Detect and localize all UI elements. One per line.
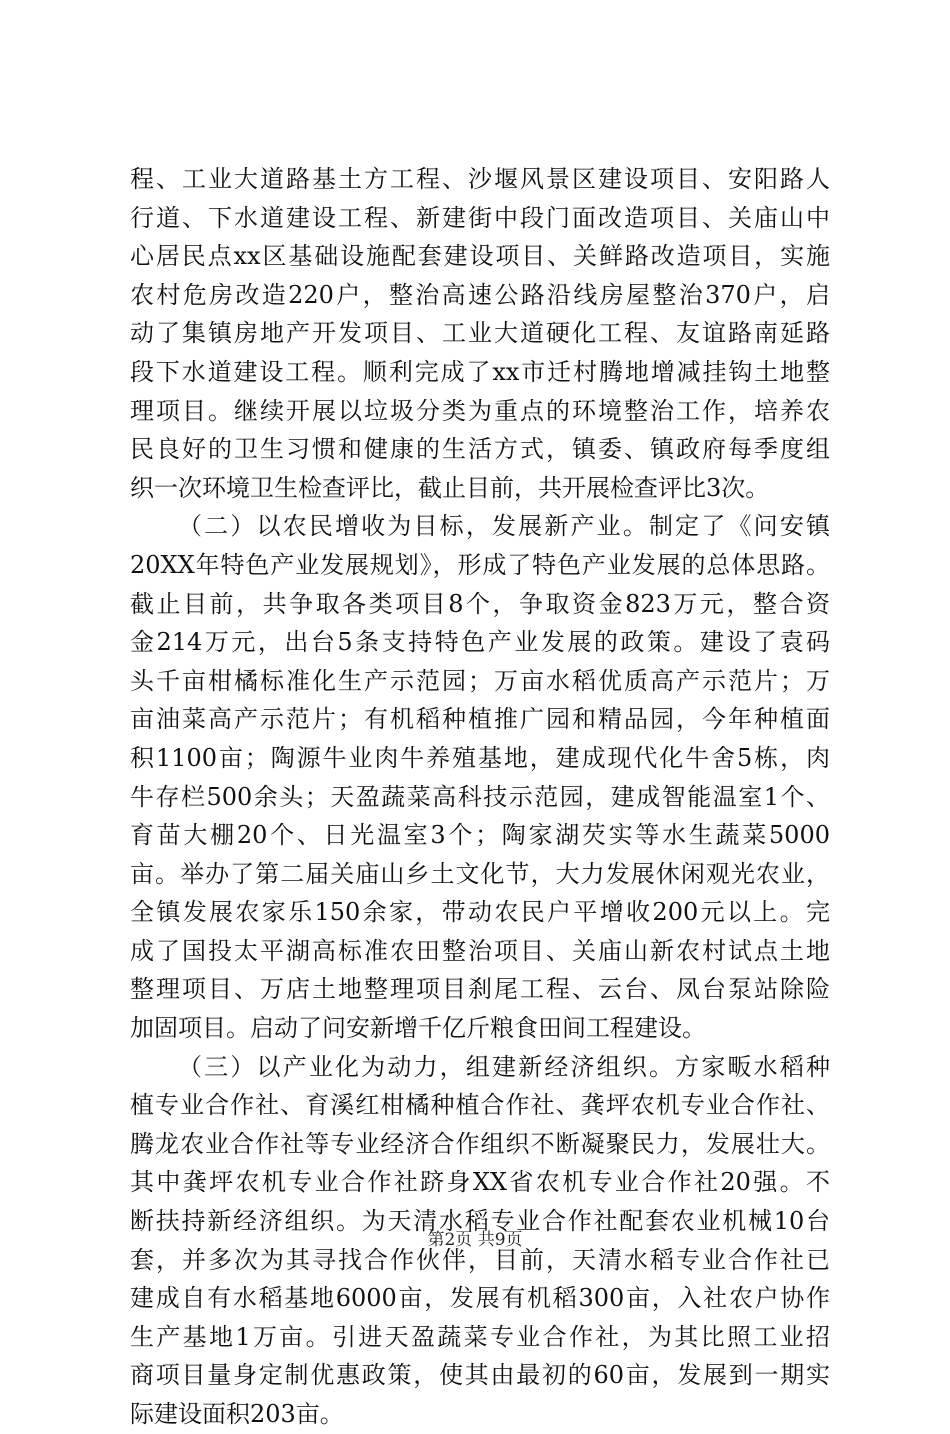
- section-heading-line: （二）以农民增收为目标，发展新产业。制定了《问安镇: [178, 512, 830, 541]
- text-line: 金214万元，出台5条支持特色产业发展的政策。建设了袁码: [130, 628, 830, 657]
- text-line: 际建设面积203亩。: [130, 1400, 344, 1428]
- text-line: 其中龚坪农机专业合作社跻身XX省农机专业合作社20强。不: [130, 1168, 830, 1197]
- text-line: 截止目前，共争取各类项目8个，争取资金823万元，整合资: [130, 589, 830, 618]
- text-line: 腾龙农业合作社等专业经济合作组织不断凝聚民力，发展壮大。: [130, 1129, 830, 1158]
- text-line: 头千亩柑橘标准化生产示范园；万亩水稻优质高产示范片；万: [130, 666, 830, 695]
- text-line: 整理项目、万店土地整理项目刹尾工程、云台、凤台泵站除险: [130, 975, 830, 1004]
- text-line: 亩。举办了第二届关庙山乡土文化节，大力发展休闲观光农业，: [130, 859, 830, 888]
- text-line: 育苗大棚20个、日光温室3个；陶家湖芡实等水生蔬菜5000: [130, 821, 830, 850]
- text-line: 建成自有水稻基地6000亩，发展有机稻300亩，入社农户协作: [130, 1284, 830, 1313]
- text-line: 程、工业大道路基土方工程、沙堰风景区建设项目、安阳路人: [130, 165, 830, 193]
- page-footer: [0, 1229, 950, 1251]
- text-line: 织一次环境卫生检查评比，截止目前，共开展检查评比3次。: [130, 473, 770, 502]
- text-line: 20XX年特色产业发展规划》，形成了特色产业发展的总体思路。: [130, 550, 830, 579]
- text-line: 理项目。继续开展以垃圾分类为重点的环境整治工作，培养农: [130, 396, 830, 425]
- text-line: 套，并多次为其寻找合作伙伴，目前，天清水稻专业合作社已: [130, 1245, 830, 1274]
- text-line: 牛存栏500余头；天盈蔬菜高科技示范园，建成智能温室1个、: [130, 782, 830, 811]
- text-line: 生产基地1万亩。引进天盈蔬菜专业合作社，为其比照工业招: [130, 1322, 830, 1351]
- text-line: 植专业合作社、育溪红柑橘种植合作社、龚坪农机专业合作社、: [130, 1091, 830, 1120]
- text-line: 断扶持新经济组织。为天清水稻专业合作社配套农业机械10台: [130, 1207, 830, 1236]
- text-line: 段下水道建设工程。顺利完成了xx市迁村腾地增减挂钩土地整: [130, 357, 830, 386]
- text-line: 行道、下水道建设工程、新建街中段门面改造项目、关庙山中: [130, 203, 830, 232]
- text-line: 全镇发展农家乐150余家，带动农民户平增收200元以上。完: [130, 898, 830, 927]
- text-line: 农村危房改造220户，整治高速公路沿线房屋整治370户，启: [130, 280, 830, 309]
- text-line: 亩油菜高产示范片；有机稻种植推广园和精品园，今年种植面: [130, 705, 830, 734]
- text-line: 积1100亩；陶源牛业肉牛养殖基地，建成现代化牛舍5栋，肉: [130, 743, 830, 772]
- page-number-label: 第2页 共9页: [427, 1230, 523, 1250]
- text-line: 动了集镇房地产开发项目、工业大道硬化工程、友谊路南延路: [130, 319, 830, 348]
- section-heading-line: （三）以产业化为动力，组建新经济组织。方家畈水稻种: [178, 1052, 830, 1081]
- text-line: 心居民点xx区基础设施配套建设项目、关鲜路改造项目，实施: [130, 242, 830, 271]
- text-line: 民良好的卫生习惯和健康的生活方式，镇委、镇政府每季度组: [130, 435, 830, 464]
- text-line: 成了国投太平湖高标准农田整治项目、关庙山新农村试点土地: [130, 936, 830, 965]
- text-line: 商项目量身定制优惠政策，使其由最初的60亩，发展到一期实: [130, 1361, 830, 1390]
- text-line: 加固项目。启动了问安新增千亿斤粮食田间工程建设。: [130, 1014, 706, 1043]
